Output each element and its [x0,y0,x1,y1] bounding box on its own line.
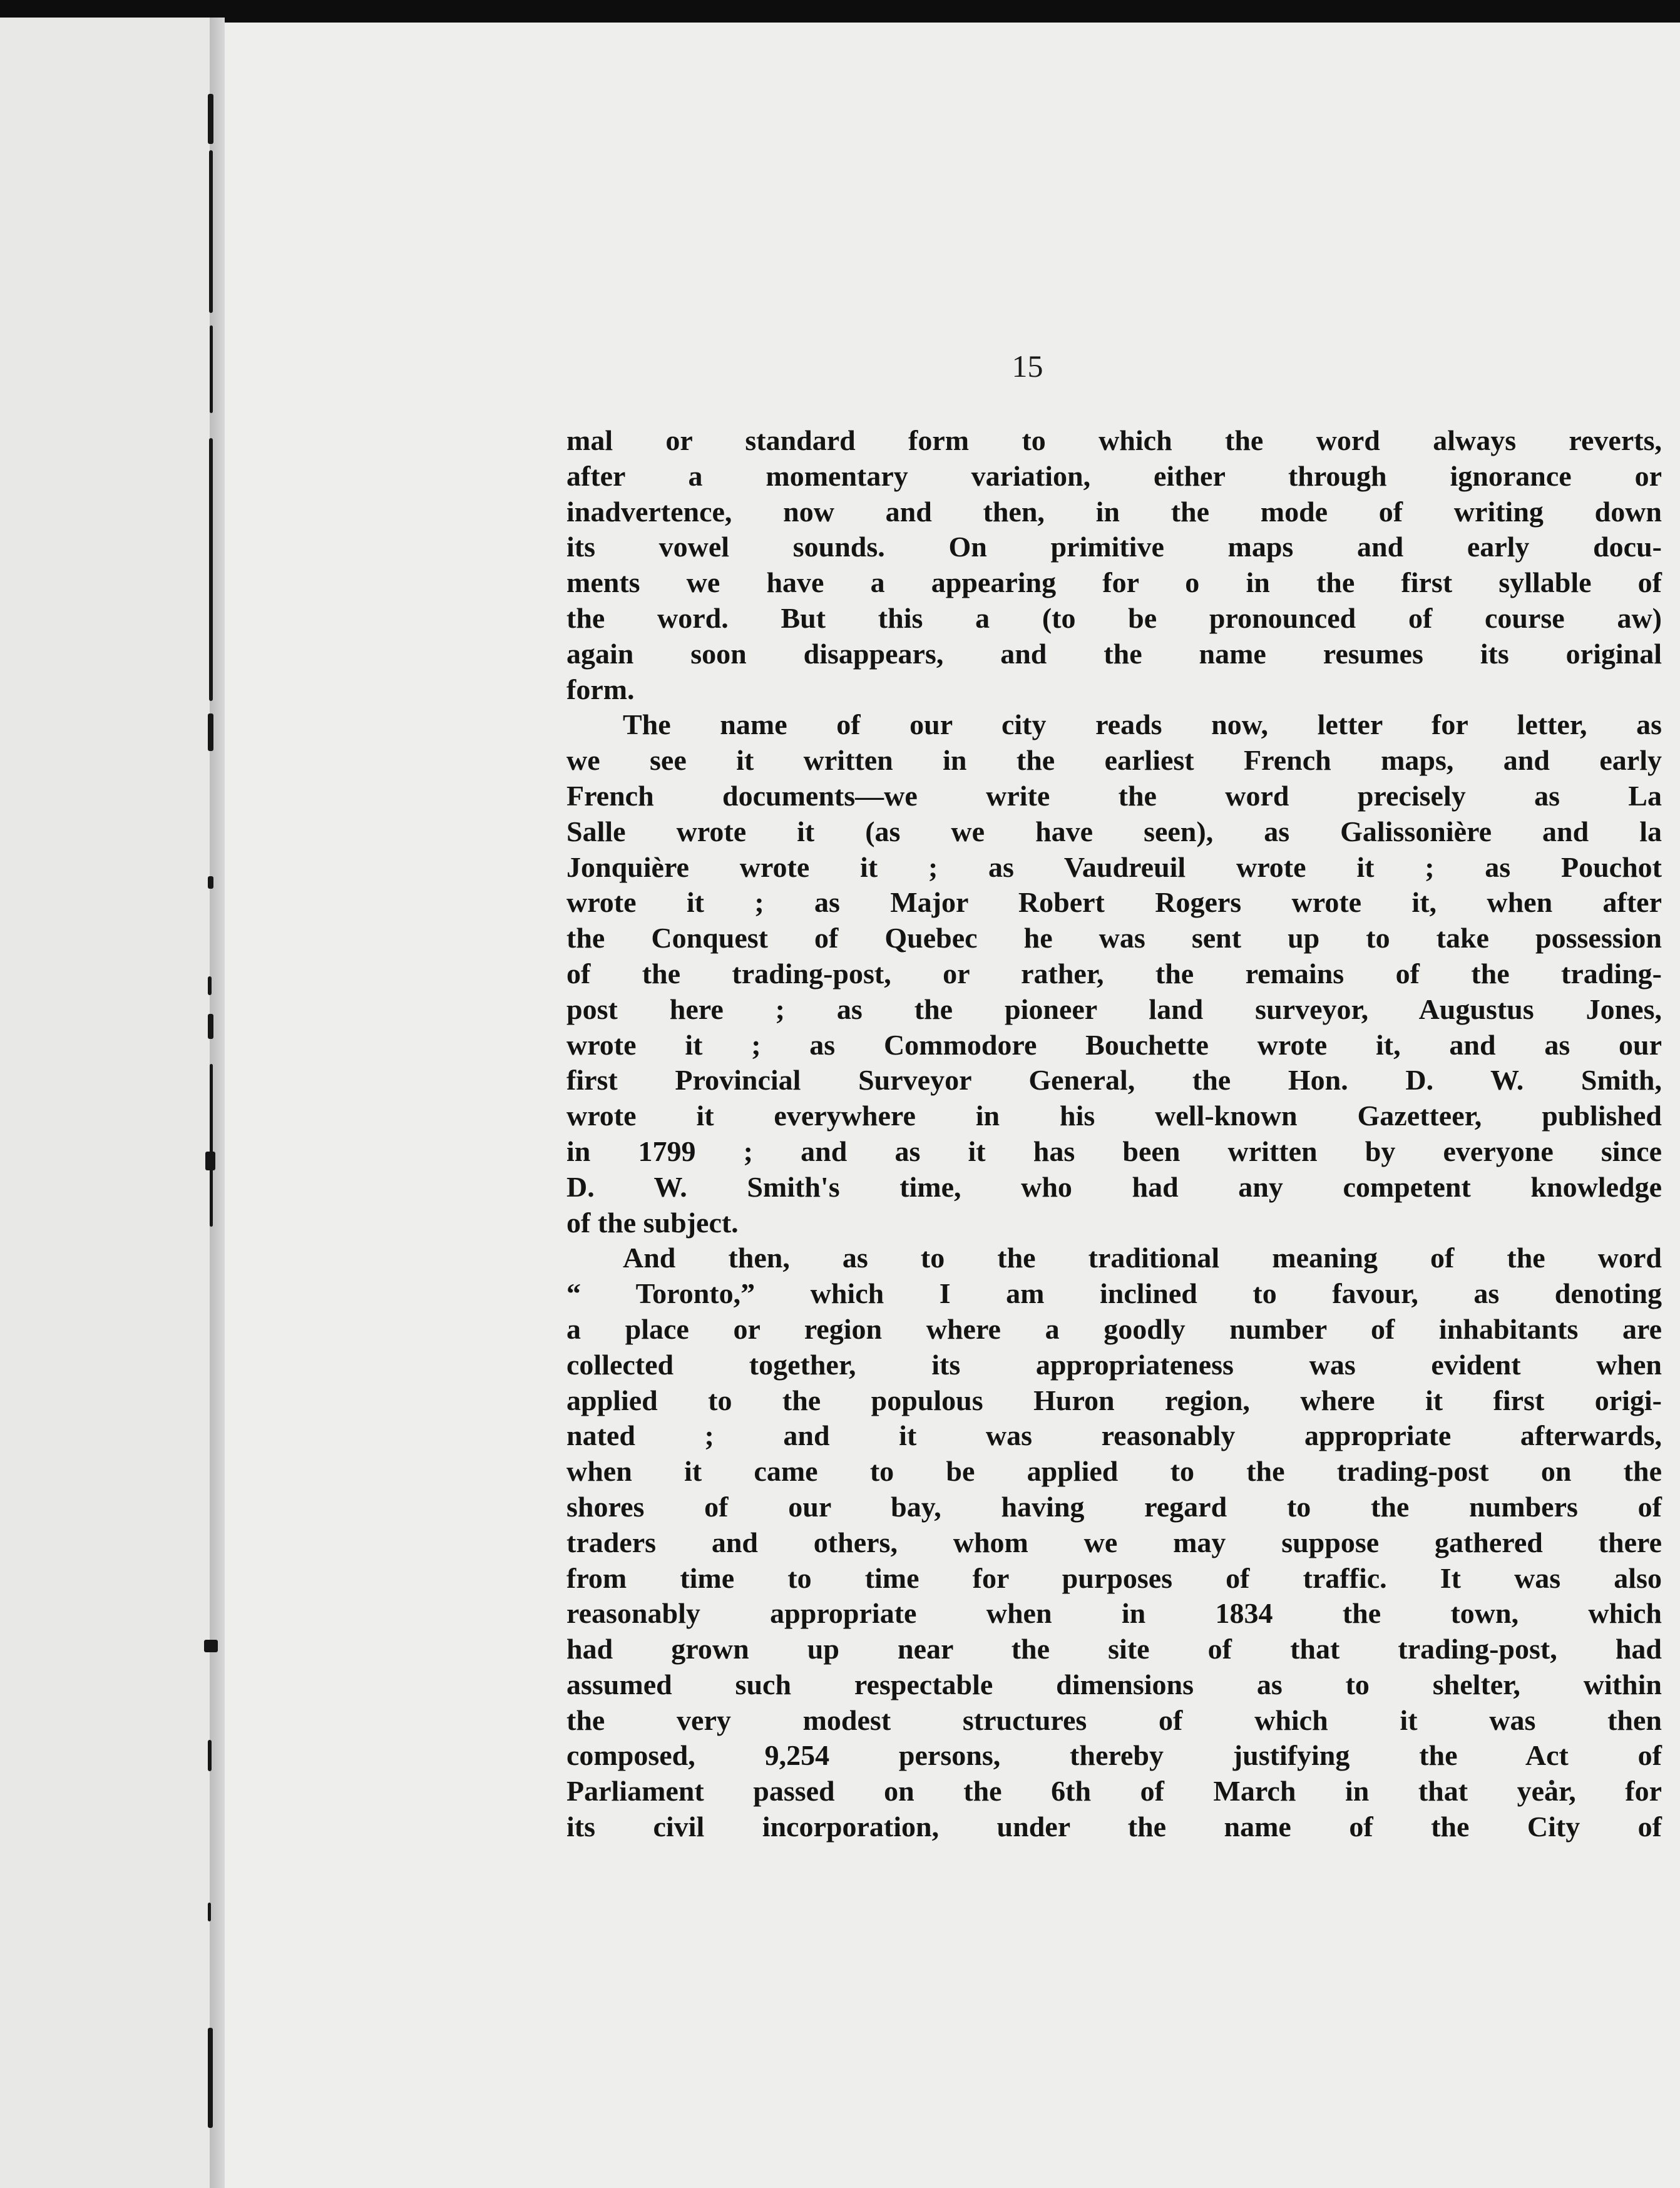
page-number: 15 [1012,349,1043,384]
text-line: first Provincial Surveyor General, the Hon. D. W. Smith, [566,1064,1662,1097]
text-line: assumed such respectable dimensions as to shelter, within [566,1668,1662,1700]
left-page-edge [0,18,210,2188]
text-line: applied to the populous Huron region, where it first origi- [566,1384,1662,1416]
text-line: Parliament passed on the 6th of March in that year, for [566,1775,1662,1807]
text-line: ments we have a appearing for o in the first syllable of [566,566,1662,599]
text-line: shores of our bay, having regard to the numbers of [566,1490,1662,1523]
text-line: Salle wrote it (as we have seen), as Galissonière and la [566,815,1662,847]
text-line: French documents—we write the word precisely as La [566,779,1662,812]
text-line: of the trading-post, or rather, the remains of the trading- [566,957,1662,989]
paragraph [566,707,1662,1240]
binding-marks [200,88,225,2090]
text-line: post here ; as the pioneer land surveyor, Augustus Jones, [566,993,1662,1025]
paragraph [566,423,1662,707]
text-line: in 1799 ; and as it has been written by everyone since [566,1135,1662,1167]
text-line: its civil incorporation, under the name of the City of [566,1811,1662,1843]
text-line: D. W. Smith's time, who had any competent knowledge [566,1170,1662,1203]
text-line: form. [566,673,635,705]
text-line: nated ; and it was reasonably appropriate afterwards, [566,1419,1662,1452]
text-line: the Conquest of Quebec he was sent up to take possession [566,922,1662,954]
text-line: the very modest structures of which it was then [566,1704,1662,1736]
text-line: after a momentary variation, either through ignorance or [566,459,1662,492]
body-text [566,423,1662,1845]
text-line: mal or standard form to which the word always reverts, [566,424,1662,456]
text-line: the word. But this a (to be pronounced of course aw) [566,601,1662,634]
text-line: traders and others, whom we may suppose gathered there [566,1526,1662,1558]
text-line: wrote it ; as Major Robert Rogers wrote it, when after [566,886,1662,919]
text-line: reasonably appropriate when in 1834 the town, which [566,1597,1662,1630]
text-line: had grown up near the site of that trading-post, had [566,1633,1662,1665]
text-line: of the subject. [566,1206,739,1239]
text-line: again soon disappears, and the name resumes its original [566,637,1662,670]
book-page [225,23,1680,2188]
text-line: wrote it everywhere in his well-known Gazetteer, published [566,1100,1662,1132]
text-line: The name of our city reads now, letter for letter, as [623,708,1662,741]
text-line: And then, as to the traditional meaning of the word [623,1242,1662,1274]
text-line: “ Toronto,” which I am inclined to favour, as denoting [566,1277,1662,1310]
text-line: collected together, its appropriateness was evident when [566,1348,1662,1381]
paragraph [566,1240,1662,1845]
text-line: a place or region where a goodly number of inhabitants are [566,1312,1662,1345]
text-line: inadvertence, now and then, in the mode of writing down [566,495,1662,528]
text-line: Jonquière wrote it ; as Vaudreuil wrote it ; as Pouchot [566,851,1662,883]
text-line: when it came to be applied to the trading-post on the [566,1455,1662,1488]
text-line: we see it written in the earliest French maps, and early [566,744,1662,777]
text-line: from time to time for purposes of traffic. It was also [566,1562,1662,1594]
text-line: its vowel sounds. On primitive maps and early docu- [566,531,1662,563]
text-line: wrote it ; as Commodore Bouchette wrote it, and as our [566,1028,1662,1061]
text-line: composed, 9,254 persons, thereby justifying the Act of [566,1739,1662,1772]
